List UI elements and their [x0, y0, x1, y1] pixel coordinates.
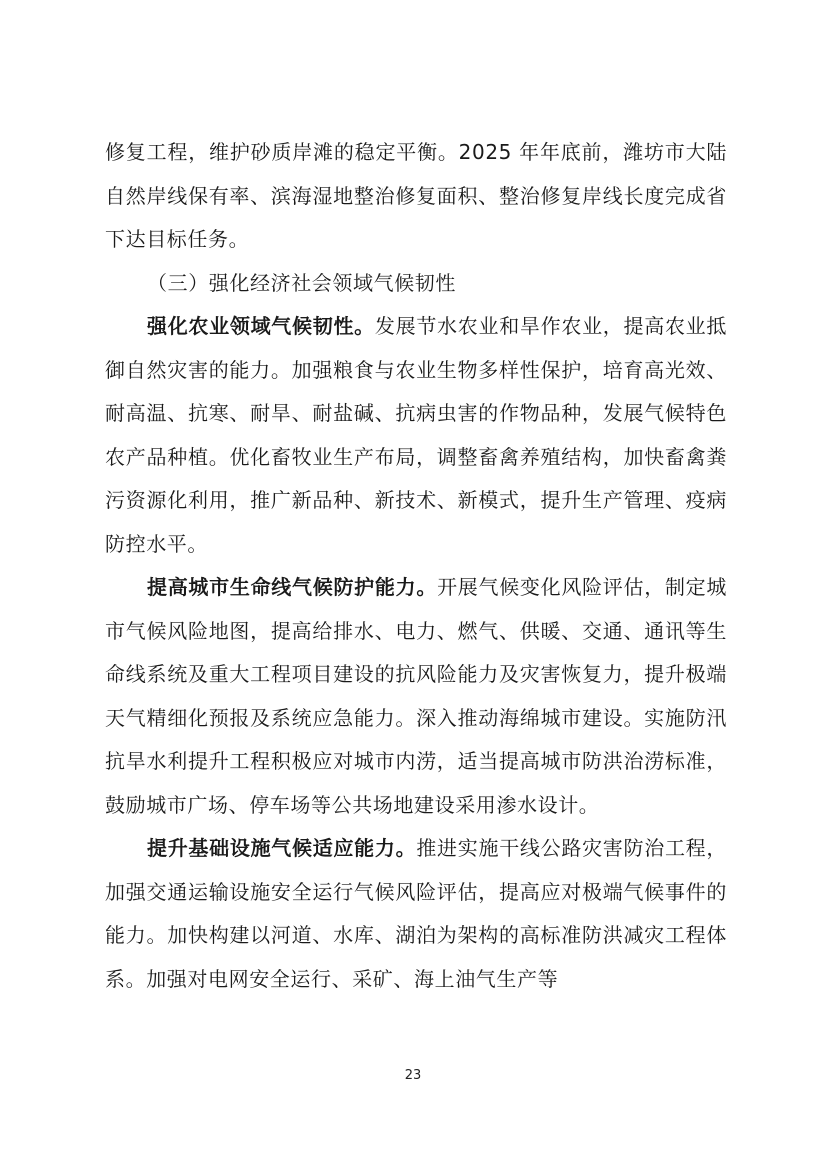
- paragraph-text: 发展节水农业和旱作农业，提高农业抵御自然灾害的能力。加强粮食与农业生物多样性保护，培育高光效、耐高温、抗寒、耐旱、耐盐碱、抗病虫害的作物品种，发展气候特色农产品种植。优化畜牧业生产布局，调整畜禽养殖结构，加快畜禽粪污资源化利用，推广新品种、新技术、新模式，提升生产管理、疫病防控水平。: [105, 314, 727, 556]
- section-heading: [105, 262, 727, 306]
- paragraph-continuation: [105, 131, 727, 262]
- paragraph-infrastructure: [105, 827, 727, 1001]
- page-number: 23: [404, 1068, 422, 1083]
- document-body: [105, 131, 727, 1001]
- heading-text: （三）强化经济社会领域气候韧性: [147, 270, 456, 295]
- paragraph-text: 推进实施干线公路灾害防治工程，加强交通运输设施安全运行气候风险评估，提高应对极端气候事件的能力。加快构建以河道、水库、湖泊为架构的高标准防洪减灾工程体系。加强对电网安全运行、采矿、海上油气生产等: [105, 836, 727, 991]
- paragraph-lead: 强化农业领域气候韧性。: [147, 314, 375, 338]
- paragraph-agriculture: [105, 305, 727, 566]
- paragraph-text: 修复工程，维护砂质岸滩的稳定平衡。2025 年年底前，潍坊市大陆自然岸线保有率、滨海湿地整治修复面积、整治修复岸线长度完成省下达目标任务。: [105, 140, 727, 251]
- paragraph-city-lifeline: [105, 566, 727, 827]
- paragraph-text: 开展气候变化风险评估，制定城市气候风险地图，提高给排水、电力、燃气、供暖、交通、通讯等生命线系统及重大工程项目建设的抗风险能力及灾害恢复力，提升极端天气精细化预报及系统应急能力。深入推动海绵城市建设。实施防汛抗旱水利提升工程积极应对城市内涝，适当提高城市防洪治涝标准，鼓励城市广场、停车场等公共场地建设采用渗水设计。: [105, 575, 727, 817]
- paragraph-lead: 提升基础设施气候适应能力。: [147, 836, 417, 860]
- paragraph-lead: 提高城市生命线气候防护能力。: [147, 575, 438, 599]
